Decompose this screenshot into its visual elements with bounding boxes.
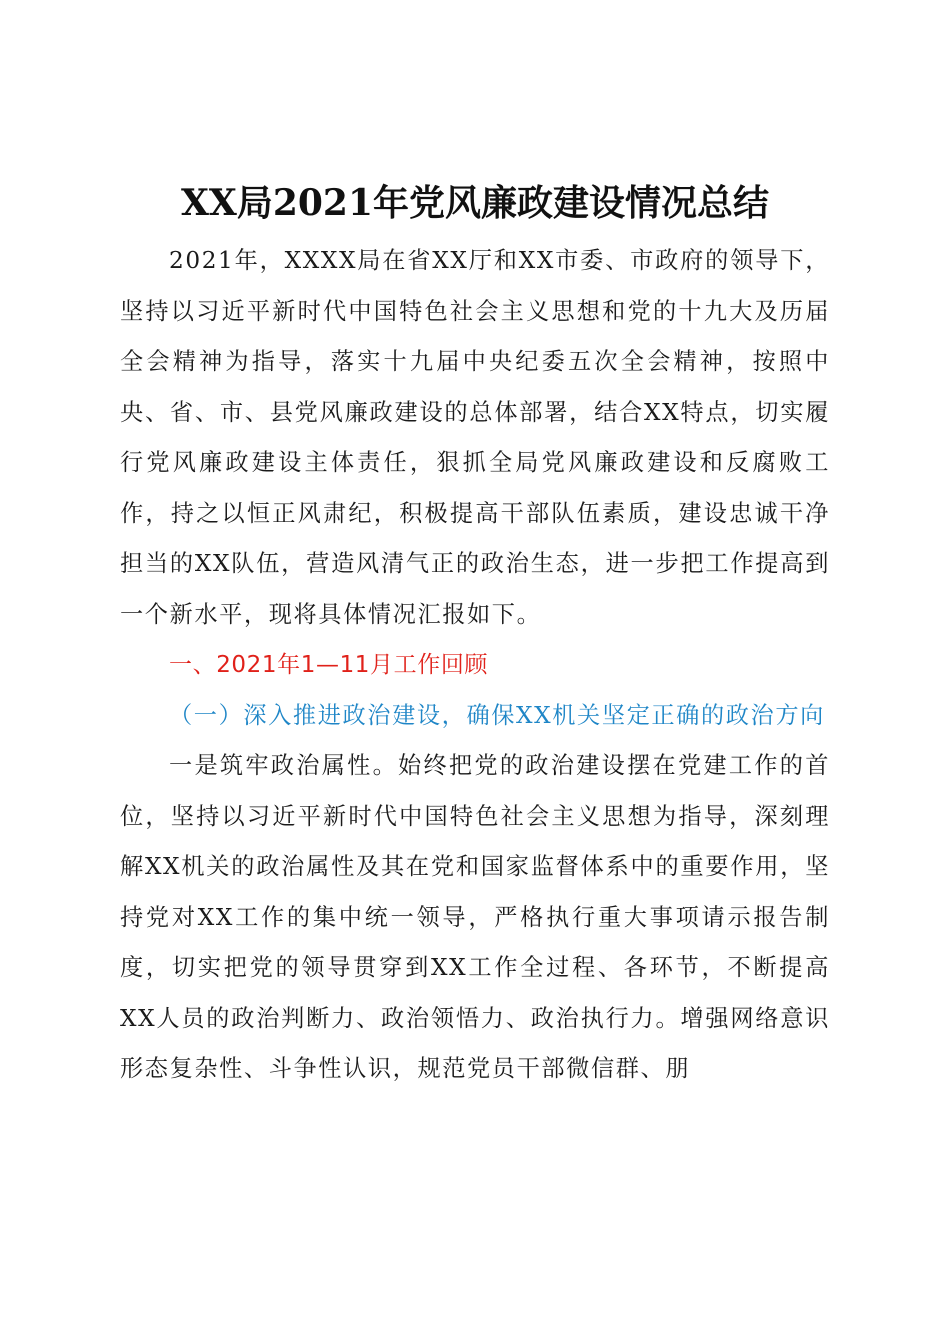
section-heading: 一、2021年1—11月工作回顾 — [169, 652, 489, 678]
document-body — [120, 236, 830, 1095]
body-paragraph: 一是筑牢政治属性。始终把党的政治建设摆在党建工作的首位，坚持以习近平新时代中国特色社会主义思想为指导，深刻理解XX机关的政治属性及其在党和国家监督体系中的重要作用，坚持党对XX工作的集中统一领导，严格执行重大事项请示报告制度，切实把党的领导贯穿到XX工作全过程、各环节，不断提高XX人员的政治判断力、政治领悟力、政治执行力。增强网络意识形态复杂性、斗争性认识，规范党员干部微信群、朋 — [120, 752, 830, 1082]
subsection-heading: （一）深入推进政治建设，确保XX机关坚定正确的政治方向 — [169, 701, 825, 729]
document-title: XX局2021年党风廉政建设情况总结 — [180, 182, 770, 224]
intro-paragraph: 2021年，XXXX局在省XX厅和XX市委、市政府的领导下，坚持以习近平新时代中国特色社会主义思想和党的十九大及历届全会精神为指导，落实十九届中央纪委五次全会精神，按照中央、省、市、县党风廉政建设的总体部署，结合XX特点，切实履行党风廉政建设主体责任，狠抓全局党风廉政建设和反腐败工作，持之以恒正风肃纪，积极提高干部队伍素质，建设忠诚干净担当的XX队伍，营造风清气正的政治生态，进一步把工作提高到一个新水平，现将具体情况汇报如下。 — [120, 247, 830, 628]
